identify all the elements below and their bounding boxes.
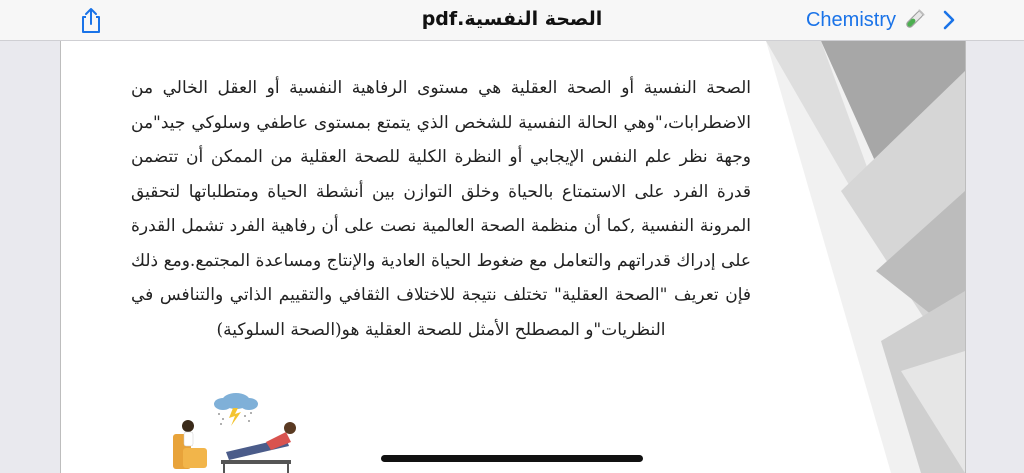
chevron-right-icon	[942, 9, 956, 31]
pdf-page	[60, 41, 966, 473]
next-document-label: Chemistry	[805, 8, 896, 31]
toolbar	[0, 0, 1024, 41]
pdf-viewer[interactable]	[0, 41, 1024, 473]
document-title: الصحة النفسية.pdf	[421, 8, 603, 30]
test-tube-icon	[902, 8, 926, 32]
document-body-text: الصحة النفسية أو الصحة العقلية هي مستوى الرفاهية النفسية أو العقل الخالي من الاضطرابات،"وهي الحالة النفسية للشخص الذي يتمتع بمستوى عاطفي وسلوكي جيد"من وجهة نظر علم النفس الإيجابي أو النظرة الكلية للصحة العقلية من الممكن أن تتضمن قدرة الفرد على الاستمتاع بالحياة وخلق التوازن بين أنشطة الحياة ومتطلباتها لتحقيق المرونة النفسية ,كما أن منظمة الصحة العالمية نصت على أن رفاهية الفرد تشمل القدرة على إدراك قدراتهم والتعامل مع ضغوط الحياة العادية والإنتاج ومساعدة المجتمع.ومع ذلك فإن تعريف "الصحة العقلية" تختلف نتيجة للاختلاف الثقافي والتقييم الذاتي والتنافس في النظريات"و المصطلح الأمثل للصحة العقلية هو(الصحة السلوكية)	[131, 78, 751, 340]
home-indicator	[381, 455, 643, 462]
therapy-session-illustration	[161, 386, 311, 473]
next-document-button[interactable]	[806, 8, 956, 32]
cloud-icon	[214, 393, 258, 426]
